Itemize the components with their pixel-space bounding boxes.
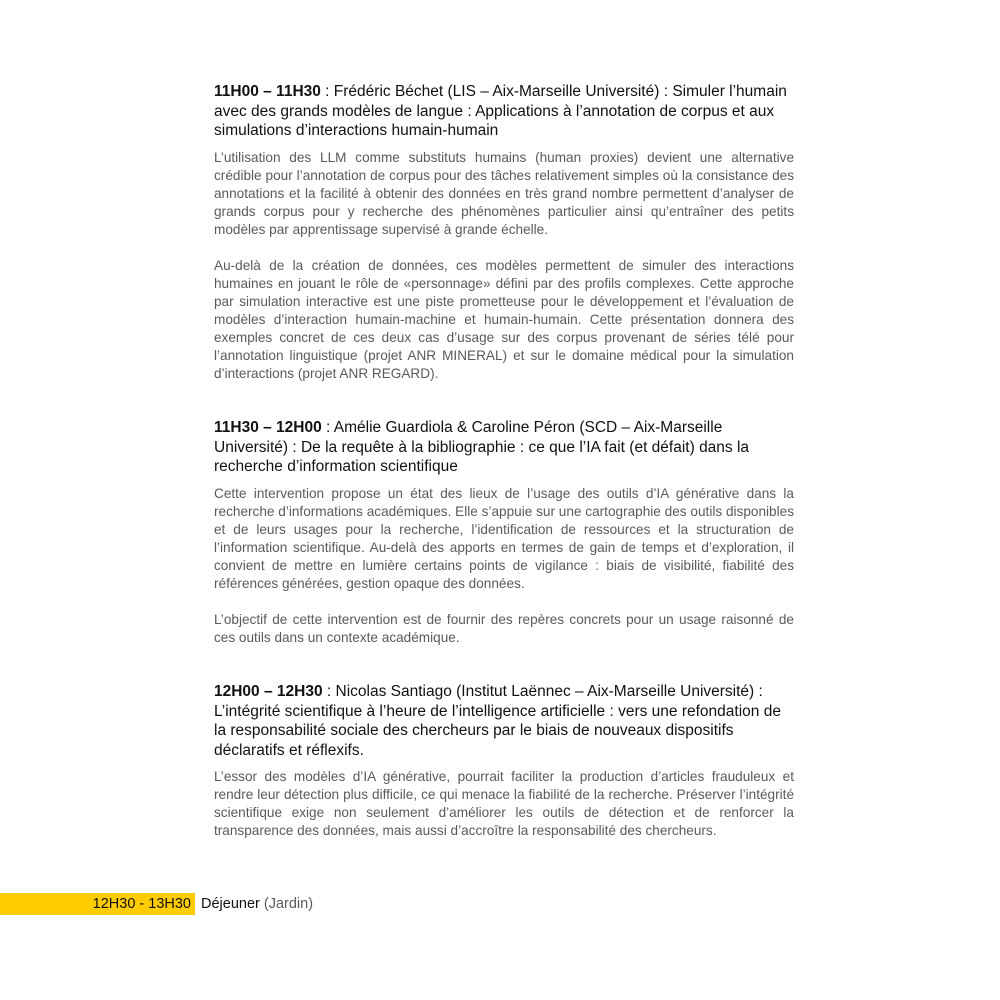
session-3 [214,682,794,840]
lunch-time: 12H30 - 13H30 [92,896,191,912]
session-paragraph: Cette intervention propose un état des lieux de l’usage des outils d’IA générative dans la recherche d’informations académiques. Elle s’appuie sur une cartographie des outils disponibles et de leurs usages pour la recherche, l’identification de ressources et la structuration de l’information scientifique. Au-delà des apports en termes de gain de temps et d’exploration, il convient de mettre en lumière certains points de vigilance : biais de visibilité, fiabilité des références générées, gestion opaque des données. [214,485,794,591]
session-2 [214,418,794,647]
lunch-label: Déjeuner [201,896,260,912]
session-heading [214,682,794,760]
session-title: : Nicolas Santiago (Institut Laënnec – Aix-Marseille Université) : L’intégrité scientifique à l’heure de l’intelligence artificielle : vers une refondation de la responsabilité sociale des chercheurs par le biais de nouveaux dispositifs déclaratifs et réflexifs. [214,683,781,759]
session-paragraph: L’essor des modèles d’IA générative, pourrait faciliter la production d’articles frauduleux et rendre leur détection plus difficile, ce qui menace la fiabilité de la recherche. Préserver l’intégrité scientifique exige non seulement d’améliorer les outils de détection et de renforcer la transparence des données, mais aussi d’accroître la responsabilité des chercheurs. [214,769,794,838]
session-heading [214,82,794,141]
session-paragraph: L’objectif de cette intervention est de fournir des repères concrets pour un usage raisonné de ces outils dans un contexte académique. [214,611,794,645]
session-heading [214,418,794,477]
session-time: 11H00 – 11H30 [214,83,321,100]
session-paragraph: Au-delà de la création de données, ces modèles permettent de simuler des interactions humaines en jouant le rôle de «personnage» défini par des profils complexes. Cette approche par simulation interactive est une piste prometteuse pour le développement et l’évaluation de modèles d’interaction humain-machine et humain-humain. Cette présentation donnera des exemples concret de ces deux cas d’usage sur des corpus provenant de séries télé pour l’annotation linguistique (projet ANR MINERAL) et sur le domaine médical pour la simulation d’interactions (projet ANR REGARD). [214,257,794,381]
session-time: 12H00 – 12H30 [214,683,323,700]
lunch-place: (Jardin) [263,896,314,912]
session-title: : Amélie Guardiola & Caroline Péron (SCD – Aix-Marseille Université) : De la requête à la bibliographie : ce que l’IA fait (et défait) dans la recherche d’information scientifique [214,419,750,475]
session-title: : Frédéric Béchet (LIS – Aix-Marseille Université) : Simuler l’humain avec des grands modèles de langue : Applications à l’annotation de corpus et aux simulations d’interactions humain-humain [214,83,787,139]
session-time: 11H30 – 12H00 [214,419,322,436]
session-paragraph: L’utilisation des LLM comme substituts humains (human proxies) devient une alternative crédible pour l’annotation de corpus pour des tâches relativement simples où la consistance des annotations et la facilité à obtenir des données en très grand nombre permettent d’analyser de grands corpus pour y recherche des phénomènes particulier ainsi qu’entraîner des petits modèles par apprentissage supervisé à grande échelle. [214,149,794,237]
lunch-label-group [201,893,313,915]
lunch-time-bar [0,893,195,915]
session-1 [214,82,794,383]
